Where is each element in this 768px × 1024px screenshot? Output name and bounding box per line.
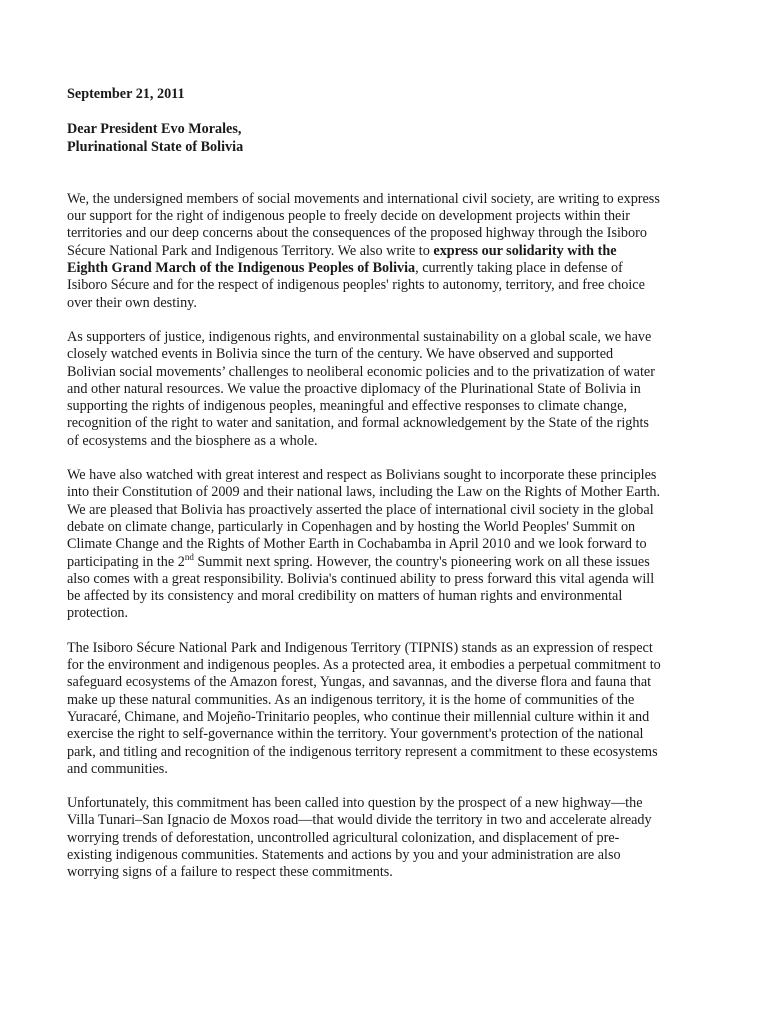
text-run: Sécure National Park and Indigenous Territory. We also write to — [67, 242, 434, 259]
letter-date: September 21, 2011 — [67, 86, 185, 102]
text-line: Yuracaré, Chimane, and Mojeño-Trinitario peoples, who continue their millennial culture within it and — [67, 708, 650, 725]
text-line: over their own destiny. — [67, 294, 197, 311]
text-line: safeguard ecosystems of the Amazon forest, Yungas, and savannas, and the diverse flora and fauna that — [67, 674, 652, 691]
text-line: exercise the right to self-governance within the territory. Your government's protection of the national — [67, 726, 644, 743]
text-line: our support for the right of indigenous people to freely decide on development projects within their — [67, 208, 631, 225]
salutation-line: Plurinational State of Bolivia — [67, 138, 244, 155]
text-line: make up these natural communities. As an indigenous territory, it is the home of communities of the — [67, 691, 635, 708]
text-line: debate on climate change, particularly in Copenhagen and by hosting the World Peoples' Summit on — [67, 518, 636, 535]
text-line: As supporters of justice, indigenous rights, and environmental sustainability on a global scale, we have — [67, 328, 652, 345]
text-line: Climate Change and the Rights of Mother Earth in Cochabamba in April 2010 and we look forward to — [67, 536, 647, 553]
text-line: closely watched events in Bolivia since the turn of the century. We have observed and supported — [67, 346, 614, 363]
text-line: Isiboro Sécure and for the respect of indigenous peoples' rights to autonomy, territory, and free choice — [67, 277, 645, 294]
text-line: worrying signs of a failure to respect these commitments. — [67, 864, 393, 881]
text-line — [67, 551, 715, 571]
paragraph-4 — [67, 640, 715, 778]
text-line: for the environment and indigenous peoples. As a protected area, it embodies a perpetual commitment to — [67, 657, 661, 674]
text-line: also comes with a great responsibility. Bolivia's continued ability to press forward this vital agenda will — [67, 570, 655, 587]
bold-text-run: express our solidarity with the — [433, 242, 617, 259]
text-line — [67, 260, 715, 277]
salutation-line: Dear President Evo Morales, — [67, 121, 242, 138]
text-line: Unfortunately, this commitment has been called into question by the prospect of a new highway—the — [67, 795, 643, 812]
paragraph-1 — [67, 191, 715, 312]
text-line: worrying trends of deforestation, uncontrolled agricultural colonization, and displacement of pre- — [67, 829, 620, 846]
text-line: We have also watched with great interest and respect as Bolivians sought to incorporate these principles — [67, 467, 657, 484]
text-line: territories and our deep concerns about the consequences of the proposed highway through the Isiboro — [67, 225, 647, 242]
text-run: , currently taking place in defense of — [415, 260, 623, 277]
text-line: park, and titling and recognition of the indigenous territory represent a commitment to these ecosystems — [67, 743, 658, 760]
text-run: participating in the 2 — [67, 553, 185, 570]
text-line: We are pleased that Bolivia has proactively asserted the place of international civil society in the global — [67, 501, 654, 518]
text-line: into their Constitution of 2009 and their national laws, including the Law on the Rights of Mother Earth. — [67, 484, 661, 501]
text-line — [67, 243, 715, 260]
text-line: be affected by its consistency and moral credibility on matters of human rights and environmental — [67, 588, 623, 605]
text-line: protection. — [67, 605, 129, 622]
paragraph-2 — [67, 329, 715, 450]
text-line: The Isiboro Sécure National Park and Indigenous Territory (TIPNIS) stands as an expression of respect — [67, 639, 653, 656]
text-line: Bolivian social movements’ challenges to neoliberal economic policies and to the privatization of water — [67, 363, 655, 380]
text-line: supporting the rights of indigenous peoples, meaningful and effective responses to climate change, — [67, 398, 627, 415]
paragraph-5 — [67, 795, 715, 881]
text-line: and other natural resources. We value the proactive diplomacy of the Plurinational State of Bolivia in — [67, 380, 641, 397]
text-run: Summit next spring. However, the country's pioneering work on all these issues — [193, 553, 650, 570]
text-line: Villa Tunari–San Ignacio de Moxos road—that would divide the territory in two and accelerate already — [67, 812, 652, 829]
bold-text-run: Eighth Grand March of the Indigenous Peoples of Bolivia — [67, 260, 416, 277]
paragraph-3 — [67, 467, 715, 623]
text-line: and communities. — [67, 760, 168, 777]
text-line: of ecosystems and the biosphere as a whole. — [67, 432, 318, 449]
text-line: recognition of the right to water and sanitation, and formal acknowledgement by the State of the rights — [67, 415, 649, 432]
letter-page — [67, 86, 715, 899]
superscript: nd — [184, 551, 194, 562]
salutation — [67, 121, 715, 156]
text-line: existing indigenous communities. Statements and actions by you and your administration are also — [67, 846, 621, 863]
text-line: We, the undersigned members of social movements and international civil society, are writing to express — [67, 190, 660, 207]
